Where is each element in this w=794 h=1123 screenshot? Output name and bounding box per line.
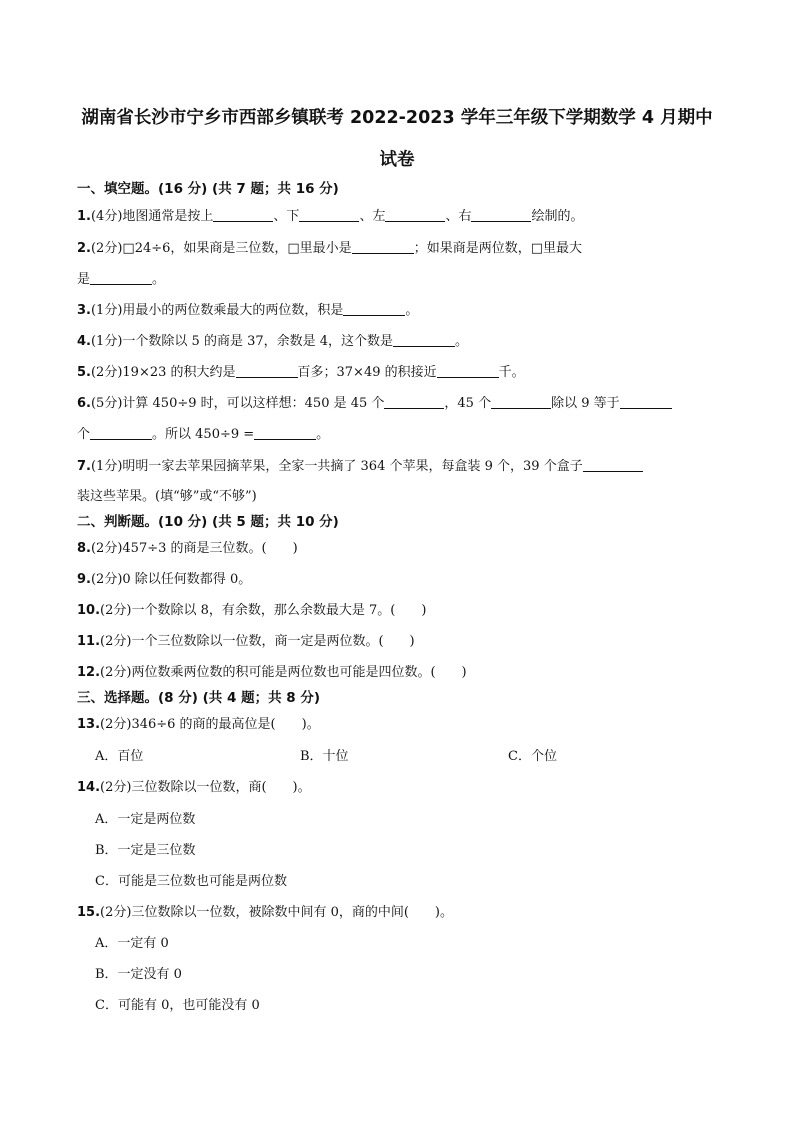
question-4: 4.(1分)一个数除以 5 的商是 37，余数是 4，这个数是 。: [77, 334, 469, 349]
question-11: 11.(2分)一个三位数除以一位数，商一定是两位数。( ): [77, 634, 415, 649]
answer-blank[interactable]: [213, 209, 273, 222]
question-13: 13.(2分)346÷6 的商的最高位是( )。: [77, 717, 320, 732]
option-c[interactable]: C．可能是三位数也可能是两位数: [95, 874, 287, 889]
question-2-cont: 是 。: [77, 272, 166, 287]
answer-blank[interactable]: [236, 365, 298, 378]
question-7: 7.(1分)明明一家去苹果园摘苹果，全家一共摘了 364 个苹果，每盒装 9 个，39 个盒子: [77, 459, 643, 473]
question-5: 5.(2分)19×23 的积大约是 百多；37×49 的积接近 千。: [77, 365, 525, 380]
option-b[interactable]: B．十位: [300, 749, 349, 764]
question-15: 15.(2分)三位数除以一位数，被除数中间有 0，商的中间( )。: [77, 905, 454, 920]
answer-blank[interactable]: [471, 209, 531, 222]
question-1: 1.(4分)地图通常是按上 、下 、左 、右 绘制的。: [77, 209, 584, 224]
question-8: 8.(2分)457÷3 的商是三位数。( ): [77, 541, 298, 556]
question-10: 10.(2分)一个数除以 8，有余数，那么余数最大是 7。( ): [77, 603, 427, 618]
answer-blank[interactable]: [254, 427, 316, 440]
answer-blank[interactable]: [352, 241, 414, 254]
answer-blank[interactable]: [90, 272, 152, 285]
answer-blank[interactable]: [385, 209, 445, 222]
option-a[interactable]: A．百位: [95, 749, 144, 764]
answer-blank[interactable]: [620, 396, 672, 409]
question-2: 2.(2分)□24÷6，如果商是三位数，□里最小是 ；如果商是两位数，□里最大: [77, 241, 582, 256]
question-12: 12.(2分)两位数乘两位数的积可能是两位数也可能是四位数。( ): [77, 665, 467, 680]
exam-title-line2: 试卷: [379, 150, 415, 170]
answer-blank[interactable]: [384, 396, 444, 409]
option-a[interactable]: A．一定是两位数: [95, 812, 196, 827]
question-7-cont: 装这些苹果。(填“够”或“不够”): [77, 489, 257, 504]
answer-blank[interactable]: [299, 209, 359, 222]
question-6-cont: 个 。所以 450÷9 = 。: [77, 427, 330, 442]
question-3: 3.(1分)用最小的两位数乘最大的两位数，积是 。: [77, 303, 419, 318]
option-c[interactable]: C．个位: [508, 749, 557, 764]
question-14: 14.(2分)三位数除以一位数，商( )。: [77, 780, 311, 795]
answer-blank[interactable]: [343, 303, 405, 316]
answer-blank[interactable]: [491, 396, 551, 409]
answer-blank[interactable]: [583, 459, 643, 472]
section-fill-in: 一、填空题。(16 分) (共 7 题；共 16 分): [77, 181, 339, 197]
answer-blank[interactable]: [393, 334, 455, 347]
option-c[interactable]: C．可能有 0，也可能没有 0: [95, 998, 260, 1013]
section-multiple-choice: 三、选择题。(8 分) (共 4 题；共 8 分): [77, 690, 321, 706]
question-6: 6.(5分)计算 450÷9 时，可以这样想：450 是 45 个 ，45 个 除以 9 等于: [77, 396, 672, 410]
option-b[interactable]: B．一定是三位数: [95, 843, 196, 858]
question-9: 9.(2分)0 除以任何数都得 0。: [77, 572, 252, 587]
option-a[interactable]: A．一定有 0: [95, 936, 169, 951]
answer-blank[interactable]: [90, 427, 152, 440]
section-true-false: 二、判断题。(10 分) (共 5 题；共 10 分): [77, 514, 339, 530]
answer-blank[interactable]: [437, 365, 499, 378]
option-b[interactable]: B．一定没有 0: [95, 967, 182, 982]
exam-title-line1: 湖南省长沙市宁乡市西部乡镇联考 2022-2023 学年三年级下学期数学 4 月期中: [81, 108, 713, 128]
